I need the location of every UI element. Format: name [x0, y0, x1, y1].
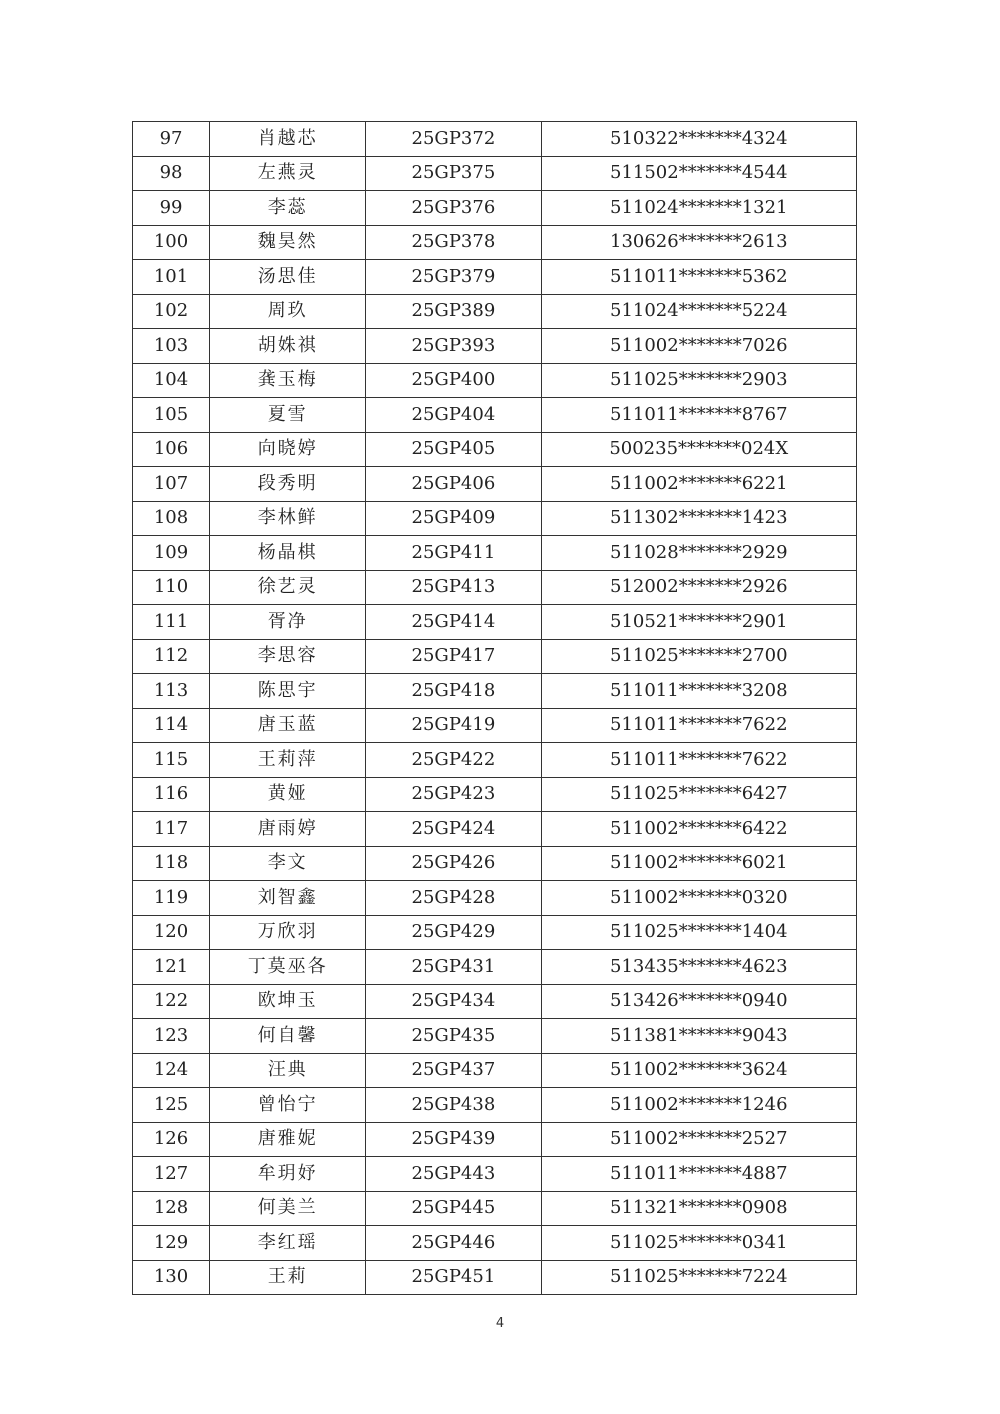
table-row	[133, 674, 857, 709]
table-row	[133, 191, 857, 226]
table-row	[133, 1053, 857, 1088]
table-row	[133, 639, 857, 674]
table-row	[133, 1260, 857, 1295]
name-cell: 左燕灵	[210, 156, 366, 191]
exam-number-cell: 25GP445	[366, 1191, 541, 1226]
sequence-cell: 127	[133, 1157, 210, 1192]
id-number-cell: 511011*******5362	[541, 260, 856, 295]
id-number-cell: 511024*******5224	[541, 294, 856, 329]
name-cell: 刘智鑫	[210, 881, 366, 916]
exam-number-cell: 25GP393	[366, 329, 541, 364]
sequence-cell: 115	[133, 743, 210, 778]
sequence-cell: 104	[133, 363, 210, 398]
table-row	[133, 1019, 857, 1054]
exam-number-cell: 25GP419	[366, 708, 541, 743]
table-row	[133, 1157, 857, 1192]
id-number-cell: 511002*******7026	[541, 329, 856, 364]
table-row	[133, 260, 857, 295]
name-cell: 唐雅妮	[210, 1122, 366, 1157]
name-cell: 魏昊然	[210, 225, 366, 260]
table-row	[133, 881, 857, 916]
table-row	[133, 501, 857, 536]
name-cell: 李林鲜	[210, 501, 366, 536]
sequence-cell: 107	[133, 467, 210, 502]
sequence-cell: 129	[133, 1226, 210, 1261]
exam-number-cell: 25GP379	[366, 260, 541, 295]
name-cell: 唐雨婷	[210, 812, 366, 847]
sequence-cell: 98	[133, 156, 210, 191]
name-cell: 李文	[210, 846, 366, 881]
exam-number-cell: 25GP411	[366, 536, 541, 571]
table-row	[133, 984, 857, 1019]
name-cell: 何美兰	[210, 1191, 366, 1226]
id-number-cell: 130626*******2613	[541, 225, 856, 260]
sequence-cell: 123	[133, 1019, 210, 1054]
exam-number-cell: 25GP422	[366, 743, 541, 778]
id-number-cell: 511025*******7224	[541, 1260, 856, 1295]
table-row	[133, 156, 857, 191]
roster-table-body	[133, 122, 857, 1295]
id-number-cell: 511002*******6422	[541, 812, 856, 847]
exam-number-cell: 25GP426	[366, 846, 541, 881]
name-cell: 万欣羽	[210, 915, 366, 950]
name-cell: 胥净	[210, 605, 366, 640]
table-row	[133, 915, 857, 950]
exam-number-cell: 25GP439	[366, 1122, 541, 1157]
roster-table	[132, 121, 857, 1295]
sequence-cell: 109	[133, 536, 210, 571]
id-number-cell: 511025*******2903	[541, 363, 856, 398]
table-row	[133, 1226, 857, 1261]
id-number-cell: 511011*******3208	[541, 674, 856, 709]
sequence-cell: 97	[133, 122, 210, 157]
exam-number-cell: 25GP438	[366, 1088, 541, 1123]
sequence-cell: 101	[133, 260, 210, 295]
exam-number-cell: 25GP434	[366, 984, 541, 1019]
table-row	[133, 846, 857, 881]
id-number-cell: 511002*******6021	[541, 846, 856, 881]
table-row	[133, 605, 857, 640]
table-row	[133, 950, 857, 985]
id-number-cell: 511002*******0320	[541, 881, 856, 916]
exam-number-cell: 25GP437	[366, 1053, 541, 1088]
id-number-cell: 511025*******6427	[541, 777, 856, 812]
table-row	[133, 122, 857, 157]
name-cell: 龚玉梅	[210, 363, 366, 398]
name-cell: 陈思宇	[210, 674, 366, 709]
sequence-cell: 125	[133, 1088, 210, 1123]
name-cell: 欧坤玉	[210, 984, 366, 1019]
exam-number-cell: 25GP446	[366, 1226, 541, 1261]
sequence-cell: 126	[133, 1122, 210, 1157]
exam-number-cell: 25GP400	[366, 363, 541, 398]
sequence-cell: 118	[133, 846, 210, 881]
table-row	[133, 294, 857, 329]
id-number-cell: 511381*******9043	[541, 1019, 856, 1054]
id-number-cell: 511002*******1246	[541, 1088, 856, 1123]
table-row	[133, 812, 857, 847]
exam-number-cell: 25GP375	[366, 156, 541, 191]
sequence-cell: 119	[133, 881, 210, 916]
exam-number-cell: 25GP389	[366, 294, 541, 329]
table-row	[133, 225, 857, 260]
table-row	[133, 398, 857, 433]
exam-number-cell: 25GP409	[366, 501, 541, 536]
table-row	[133, 743, 857, 778]
exam-number-cell: 25GP428	[366, 881, 541, 916]
exam-number-cell: 25GP451	[366, 1260, 541, 1295]
name-cell: 曾怡宁	[210, 1088, 366, 1123]
name-cell: 王莉	[210, 1260, 366, 1295]
sequence-cell: 120	[133, 915, 210, 950]
name-cell: 徐艺灵	[210, 570, 366, 605]
exam-number-cell: 25GP376	[366, 191, 541, 226]
id-number-cell: 511302*******1423	[541, 501, 856, 536]
sequence-cell: 108	[133, 501, 210, 536]
name-cell: 何自馨	[210, 1019, 366, 1054]
sequence-cell: 116	[133, 777, 210, 812]
sequence-cell: 112	[133, 639, 210, 674]
id-number-cell: 511502*******4544	[541, 156, 856, 191]
table-row	[133, 329, 857, 364]
exam-number-cell: 25GP443	[366, 1157, 541, 1192]
name-cell: 李蕊	[210, 191, 366, 226]
table-row	[133, 777, 857, 812]
id-number-cell: 511011*******4887	[541, 1157, 856, 1192]
sequence-cell: 128	[133, 1191, 210, 1226]
id-number-cell: 511321*******0908	[541, 1191, 856, 1226]
name-cell: 夏雪	[210, 398, 366, 433]
sequence-cell: 103	[133, 329, 210, 364]
id-number-cell: 513435*******4623	[541, 950, 856, 985]
exam-number-cell: 25GP414	[366, 605, 541, 640]
sequence-cell: 117	[133, 812, 210, 847]
sequence-cell: 130	[133, 1260, 210, 1295]
sequence-cell: 102	[133, 294, 210, 329]
name-cell: 周玖	[210, 294, 366, 329]
exam-number-cell: 25GP418	[366, 674, 541, 709]
id-number-cell: 511025*******0341	[541, 1226, 856, 1261]
exam-number-cell: 25GP405	[366, 432, 541, 467]
table-row	[133, 570, 857, 605]
exam-number-cell: 25GP431	[366, 950, 541, 985]
sequence-cell: 122	[133, 984, 210, 1019]
sequence-cell: 100	[133, 225, 210, 260]
id-number-cell: 512002*******2926	[541, 570, 856, 605]
table-row	[133, 467, 857, 502]
exam-number-cell: 25GP406	[366, 467, 541, 502]
sequence-cell: 124	[133, 1053, 210, 1088]
id-number-cell: 511025*******1404	[541, 915, 856, 950]
id-number-cell: 511025*******2700	[541, 639, 856, 674]
id-number-cell: 511028*******2929	[541, 536, 856, 571]
name-cell: 汤思佳	[210, 260, 366, 295]
id-number-cell: 510521*******2901	[541, 605, 856, 640]
name-cell: 丁莫巫各	[210, 950, 366, 985]
id-number-cell: 510322*******4324	[541, 122, 856, 157]
sequence-cell: 121	[133, 950, 210, 985]
id-number-cell: 511011*******7622	[541, 743, 856, 778]
id-number-cell: 511011*******7622	[541, 708, 856, 743]
id-number-cell: 511024*******1321	[541, 191, 856, 226]
exam-number-cell: 25GP417	[366, 639, 541, 674]
sequence-cell: 111	[133, 605, 210, 640]
table-row	[133, 536, 857, 571]
table-row	[133, 1088, 857, 1123]
exam-number-cell: 25GP372	[366, 122, 541, 157]
id-number-cell: 513426*******0940	[541, 984, 856, 1019]
id-number-cell: 511002*******3624	[541, 1053, 856, 1088]
name-cell: 牟玥妤	[210, 1157, 366, 1192]
id-number-cell: 511002*******2527	[541, 1122, 856, 1157]
name-cell: 段秀明	[210, 467, 366, 502]
name-cell: 李红瑶	[210, 1226, 366, 1261]
table-row	[133, 708, 857, 743]
table-row	[133, 432, 857, 467]
exam-number-cell: 25GP424	[366, 812, 541, 847]
sequence-cell: 114	[133, 708, 210, 743]
sequence-cell: 99	[133, 191, 210, 226]
exam-number-cell: 25GP429	[366, 915, 541, 950]
table-row	[133, 363, 857, 398]
name-cell: 黄娅	[210, 777, 366, 812]
sequence-cell: 105	[133, 398, 210, 433]
name-cell: 杨晶棋	[210, 536, 366, 571]
name-cell: 王莉萍	[210, 743, 366, 778]
exam-number-cell: 25GP378	[366, 225, 541, 260]
id-number-cell: 511002*******6221	[541, 467, 856, 502]
table-row	[133, 1122, 857, 1157]
name-cell: 唐玉蓝	[210, 708, 366, 743]
sequence-cell: 110	[133, 570, 210, 605]
table-row	[133, 1191, 857, 1226]
id-number-cell: 500235*******024X	[541, 432, 856, 467]
name-cell: 李思容	[210, 639, 366, 674]
id-number-cell: 511011*******8767	[541, 398, 856, 433]
sequence-cell: 113	[133, 674, 210, 709]
page-number: 4	[495, 1316, 505, 1331]
name-cell: 向晓婷	[210, 432, 366, 467]
name-cell: 肖越芯	[210, 122, 366, 157]
exam-number-cell: 25GP413	[366, 570, 541, 605]
sequence-cell: 106	[133, 432, 210, 467]
exam-number-cell: 25GP404	[366, 398, 541, 433]
exam-number-cell: 25GP423	[366, 777, 541, 812]
name-cell: 汪典	[210, 1053, 366, 1088]
exam-number-cell: 25GP435	[366, 1019, 541, 1054]
name-cell: 胡姝祺	[210, 329, 366, 364]
